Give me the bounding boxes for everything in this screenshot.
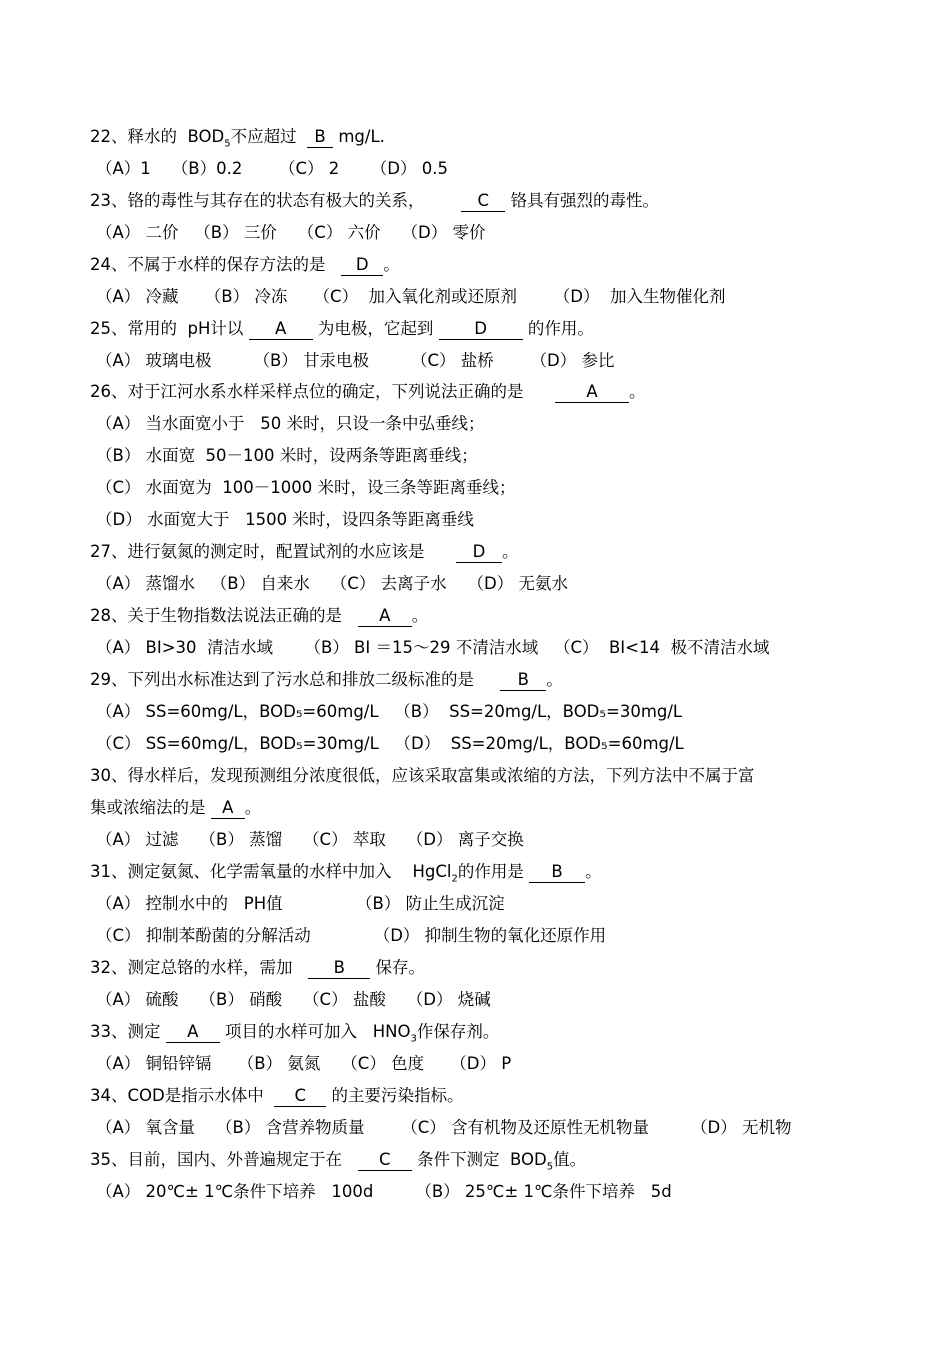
options-29-cd: （C） SS=60mg/L，BOD₅=30mg/L （D） SS=20mg/L，BOD₅=60mg/L xyxy=(96,734,684,753)
options-24: （A） 冷藏 （B） 冷冻 （C） 加入氧化剂或还原剂 （D） 加入生物催化剂 xyxy=(96,287,726,306)
question-22: 22、释水的 $BOD_5$不应超过 B mg/L. xyxy=(90,127,385,150)
answer-blank: D xyxy=(341,255,383,276)
answer-blank: D xyxy=(456,542,502,563)
question-25: 25、常用的 pH计以 A 为电极，它起到 D 的作用。 xyxy=(90,319,594,338)
question-23: 23、铬的毒性与其存在的状态有极大的关系， C 铬具有强烈的毒性。 xyxy=(90,191,659,210)
question-30-cont: 集或浓缩法的是 A 。 xyxy=(90,798,262,817)
options-32: （A） 硫酸 （B） 硝酸 （C） 盐酸 （D） 烧碱 xyxy=(96,990,491,1009)
options-27: （A） 蒸馏水 （B） 自来水 （C） 去离子水 （D） 无氨水 xyxy=(96,574,569,593)
answer-blank: A xyxy=(249,319,313,340)
options-23: （A） 二价 （B） 三价 （C） 六价 （D） 零价 xyxy=(96,223,486,242)
answer-blank: B xyxy=(500,670,546,691)
answer-blank: C xyxy=(461,191,505,212)
question-27: 27、进行氨氮的测定时，配置试剂的水应该是 D 。 xyxy=(90,542,519,561)
answer-blank: C xyxy=(358,1150,412,1171)
options-34: （A） 氧含量 （B） 含营养物质量 （C） 含有机物及还原性无机物量 （D） 无机物 xyxy=(96,1118,792,1137)
question-32: 32、测定总铬的水样，需加 B 保存。 xyxy=(90,958,425,977)
question-28: 28、关于生物指数法说法正确的是 A 。 xyxy=(90,606,429,625)
options-26-c: （C） 水面宽为 100－1000 米时，设三条等距离垂线； xyxy=(96,478,516,497)
options-28: （A） BI>30 清洁水域 （B） BI ＝15～29 不清洁水域 （C） BI<14 极不清洁水域 xyxy=(96,638,770,657)
answer-blank: A xyxy=(166,1022,220,1043)
options-26-a: （A） 当水面宽小于 50 米时，只设一条中弘垂线； xyxy=(96,414,485,433)
options-22: （A）1 （B）0.2 （C） 2 （D） 0.5 xyxy=(96,159,448,178)
answer-blank: B xyxy=(307,127,333,148)
question-31: 31、测定氨氮、化学需氧量的水样中加入 HgCl$_2$的作用是 B 。 xyxy=(90,862,602,885)
answer-blank: B xyxy=(308,958,370,979)
options-31-cd: （C） 抑制苯酚菌的分解活动 （D） 抑制生物的氧化还原作用 xyxy=(96,926,607,945)
options-31-ab: （A） 控制水中的 PH值 （B） 防止生成沉淀 xyxy=(96,894,505,913)
options-35: （A） 20℃± 1℃条件下培养 100d （B） 25℃± 1℃条件下培养 5d xyxy=(96,1182,672,1201)
answer-blank: D xyxy=(439,319,523,340)
answer-blank: B xyxy=(529,862,585,883)
options-33: （A） 铜铅锌镉 （B） 氨氮 （C） 色度 （D） P xyxy=(96,1054,512,1073)
question-24: 24、不属于水样的保存方法的是 D 。 xyxy=(90,255,400,274)
options-29-ab: （A） SS=60mg/L，BOD₅=60mg/L （B） SS=20mg/L，BOD₅=30mg/L xyxy=(96,702,683,721)
options-30: （A） 过滤 （B） 蒸馏 （C） 萃取 （D） 离子交换 xyxy=(96,830,524,849)
options-26-d: （D） 水面宽大于 1500 米时，设四条等距离垂线 xyxy=(96,510,474,529)
answer-blank: C xyxy=(274,1086,326,1107)
options-25: （A） 玻璃电极 （B） 甘汞电极 （C） 盐桥 （D） 参比 xyxy=(96,351,615,370)
answer-blank: A xyxy=(358,606,412,627)
question-26: 26、对于江河水系水样采样点位的确定，下列说法正确的是 A 。 xyxy=(90,382,646,401)
question-34: 34、COD是指示水体中 C 的主要污染指标。 xyxy=(90,1086,464,1105)
answer-blank: A xyxy=(555,382,629,403)
answer-blank: A xyxy=(211,798,245,819)
question-29: 29、下列出水标准达到了污水总和排放二级标准的是 B 。 xyxy=(90,670,563,689)
question-33: 33、测定 A 项目的水样可加入 $HNO_3$作保存剂。 xyxy=(90,1022,500,1045)
question-30: 30、得水样后，发现预测组分浓度很低，应该采取富集或浓缩的方法，下列方法中不属于富 xyxy=(90,766,755,785)
options-26-b: （B） 水面宽 50－100 米时，设两条等距离垂线； xyxy=(96,446,478,465)
question-35: 35、目前，国内、外普遍规定于在 C 条件下测定 $BOD_5$值。 xyxy=(90,1150,587,1173)
